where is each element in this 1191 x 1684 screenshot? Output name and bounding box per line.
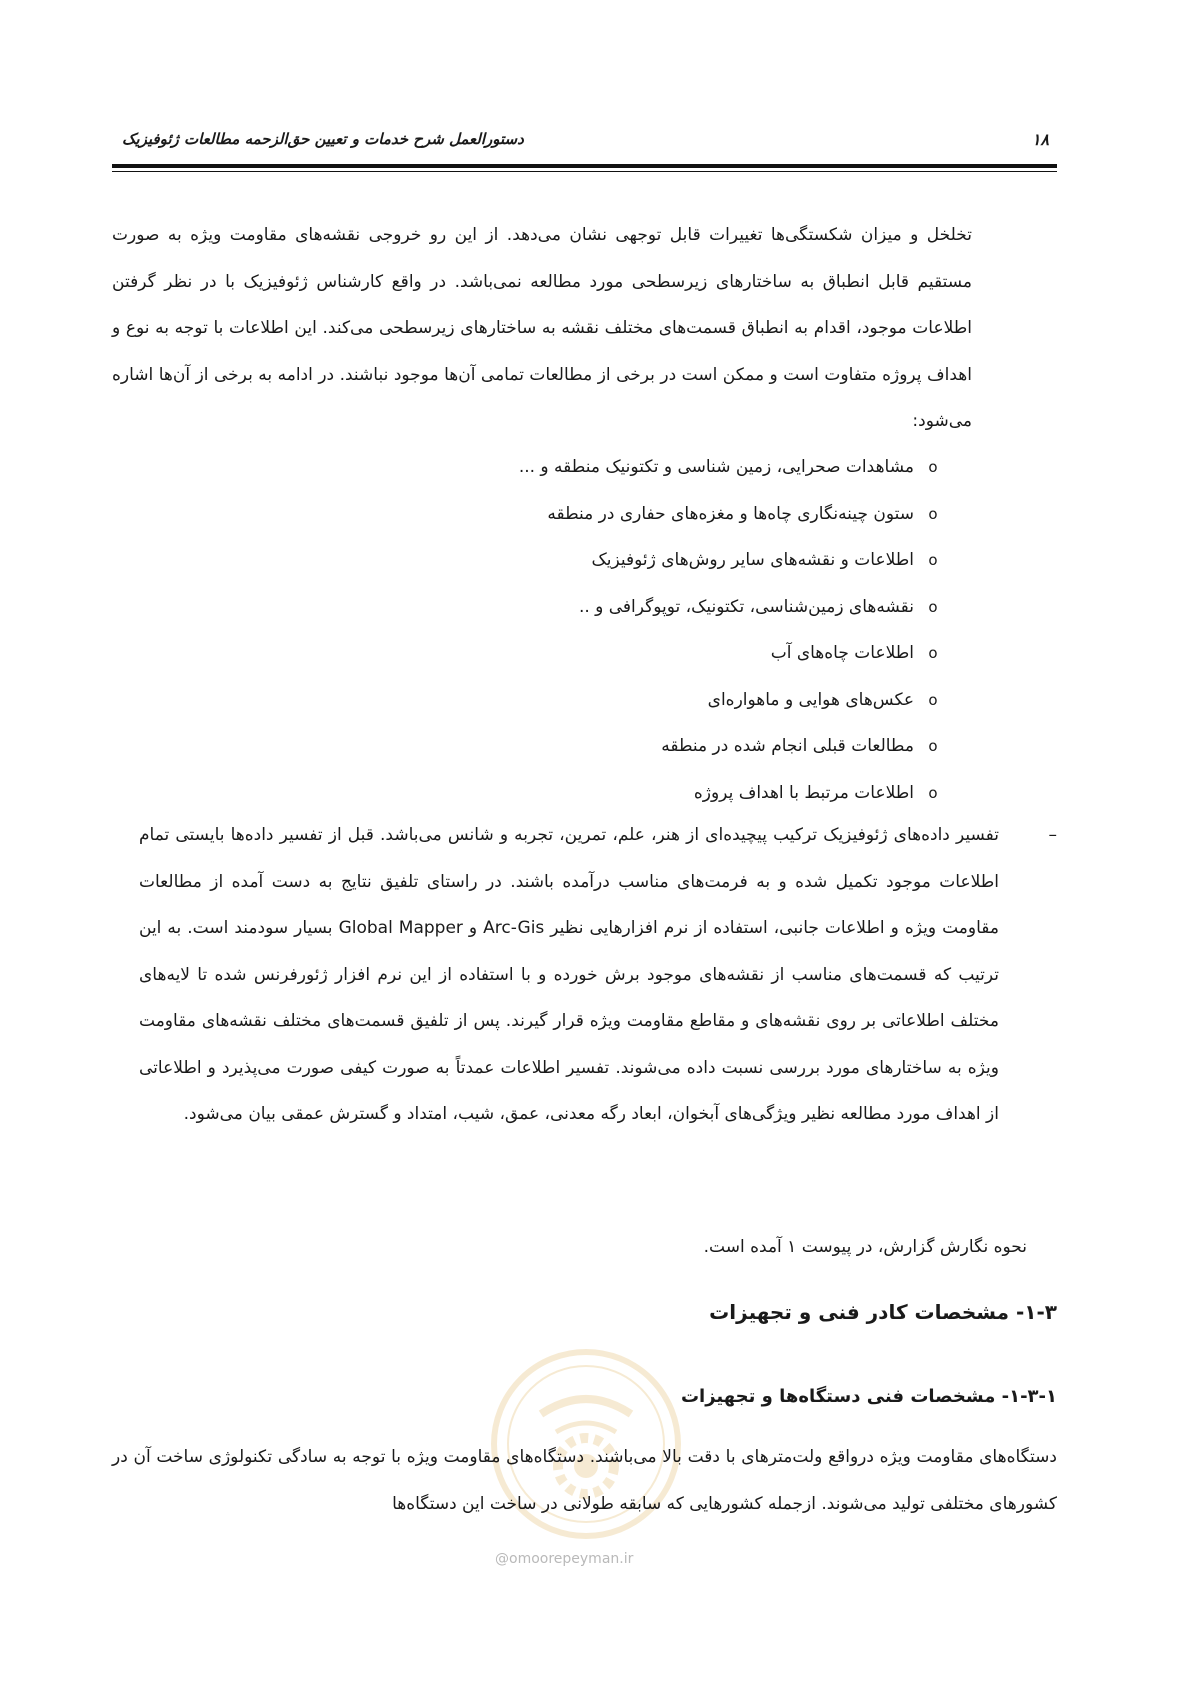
list-item: [112, 491, 952, 538]
bullet-icon: o: [928, 690, 938, 709]
bullet-icon: o: [928, 783, 938, 802]
list-item: [112, 444, 952, 491]
paragraph-interpretation: تفسیر داده‌های ژئوفیزیک ترکیب پیچیده‌ای از هنر، علم، تمرین، تجربه و شانس می‌باشد. قبل از تفسیر داده‌ها بایستی تمام اطلاعات موجود تکمیل شده و به فرمت‌های مناسب درآمده باشند. در راستای تلفیق نتایج به دست آمده از مطالعات مقاومت ویژه و اطلاعات جانبی، استفاده از نرم افزارهایی نظیر Arc-Gis و Global Mapper بسیار سودمند است. به این ترتیب که قسمت‌های مناسب از نقشه‌های موجود برش خورده و با استفاده از این نرم افزار ژئورفرنس شده تا لایه‌های مختلف اطلاعاتی بر روی نقشه‌های و مقاطع مقاومت ویژه قرار گیرند. پس از تلفیق قسمت‌های مختلف نقشه‌های مقاومت ویژه به ساختارهای مورد بررسی نسبت داده می‌شوند. تفسیر اطلاعات عمدتاً به صورت کیفی صورت می‌پذیرد و اطلاعاتی از اهداف مورد مطالعه نظیر ویژگی‌های آبخوان، ابعاد رگه معدنی، عمق، شیب، امتداد و گسترش عمقی بیان می‌شود.: [139, 825, 999, 1124]
watermark-url: @omoorepeyman.ir: [495, 1551, 634, 1567]
list-item: [112, 584, 952, 631]
list-item-text: نقشه‌های زمین‌شناسی، تکتونیک، توپوگرافی و ..: [578, 596, 914, 617]
paragraph-devices: دستگاه‌های مقاومت ویژه درواقع ولت‌مترهای با دقت بالا می‌باشند. دستگاه‌های مقاومت ویژه با توجه به سادگی تکنولوژی ساخت آن در کشورهای مختلفی تولید می‌شوند. ازجمله کشورهایی که سابقه طولانی در ساخت این دستگاه‌ها: [112, 1447, 1057, 1514]
bullet-icon: o: [928, 551, 938, 569]
section-heading: ۱-۳- مشخصات کادر فنی و تجهیزات: [709, 1300, 1057, 1324]
list-item-text: اطلاعات مرتبط با اهداف پروژه: [693, 782, 914, 803]
header-rule-thin: [112, 171, 1057, 172]
bullet-icon: o: [928, 597, 938, 616]
paragraph-intro: تخلخل و میزان شکستگی‌ها تغییرات قابل توجهی نشان می‌دهد. از این رو خروجی نقشه‌های مقاومت ویژه به صورت مستقیم قابل انطباق به ساختارهای زیرسطحی مورد مطالعه نمی‌باشد. در واقع کارشناس ژئوفیزیک با در نظر گرفتن اطلاعات موجود، اقدام به انطباق قسمت‌های مختلف نقشه به ساختارهای زیرسطحی می‌کند. این اطلاعات با توجه به نوع و اهداف پروژه متفاوت است و ممکن است در برخی از مطالعات تمامی آن‌ها موجود نباشند. در ادامه به برخی از آن‌ها اشاره می‌شود:: [112, 225, 972, 431]
list-item-text: عکس‌های هوایی و ماهواره‌ای: [707, 689, 914, 710]
bullet-icon: o: [928, 458, 938, 476]
bullet-icon: o: [928, 644, 938, 662]
bullet-list: [112, 444, 952, 816]
dash-icon: –: [1048, 825, 1057, 845]
bullet-icon: o: [928, 737, 938, 755]
list-item: [112, 630, 952, 677]
page-number: ۱۸: [1031, 130, 1049, 149]
bullet-icon: o: [928, 504, 938, 523]
list-item: [112, 770, 952, 817]
paragraph-report-note: نحوه نگارش گزارش، در پیوست ۱ آمده است.: [703, 1237, 1027, 1257]
list-item: [112, 537, 952, 584]
list-item-text: ستون چینه‌نگاری چاه‌ها و مغزه‌های حفاری در منطقه: [547, 503, 914, 524]
list-item-text: اطلاعات چاه‌های آب: [770, 643, 914, 663]
list-item-text: مشاهدات صحرایی، زمین شناسی و تکتونیک منطقه و ...: [518, 457, 914, 477]
page-header: [112, 130, 1057, 156]
list-item-text: مطالعات قبلی انجام شده در منطقه: [661, 736, 914, 756]
header-title: دستورالعمل شرح خدمات و تعیین حق‌الزحمه مطالعات ژئوفیزیک: [122, 130, 524, 148]
list-item-text: اطلاعات و نقشه‌های سایر روش‌های ژئوفیزیک: [591, 550, 914, 570]
subsection-heading: ۱-۳-۱- مشخصات فنی دستگاه‌ها و تجهیزات: [680, 1386, 1057, 1407]
header-rule-thick: [112, 164, 1057, 168]
list-item: [112, 723, 952, 770]
list-item: [112, 677, 952, 724]
